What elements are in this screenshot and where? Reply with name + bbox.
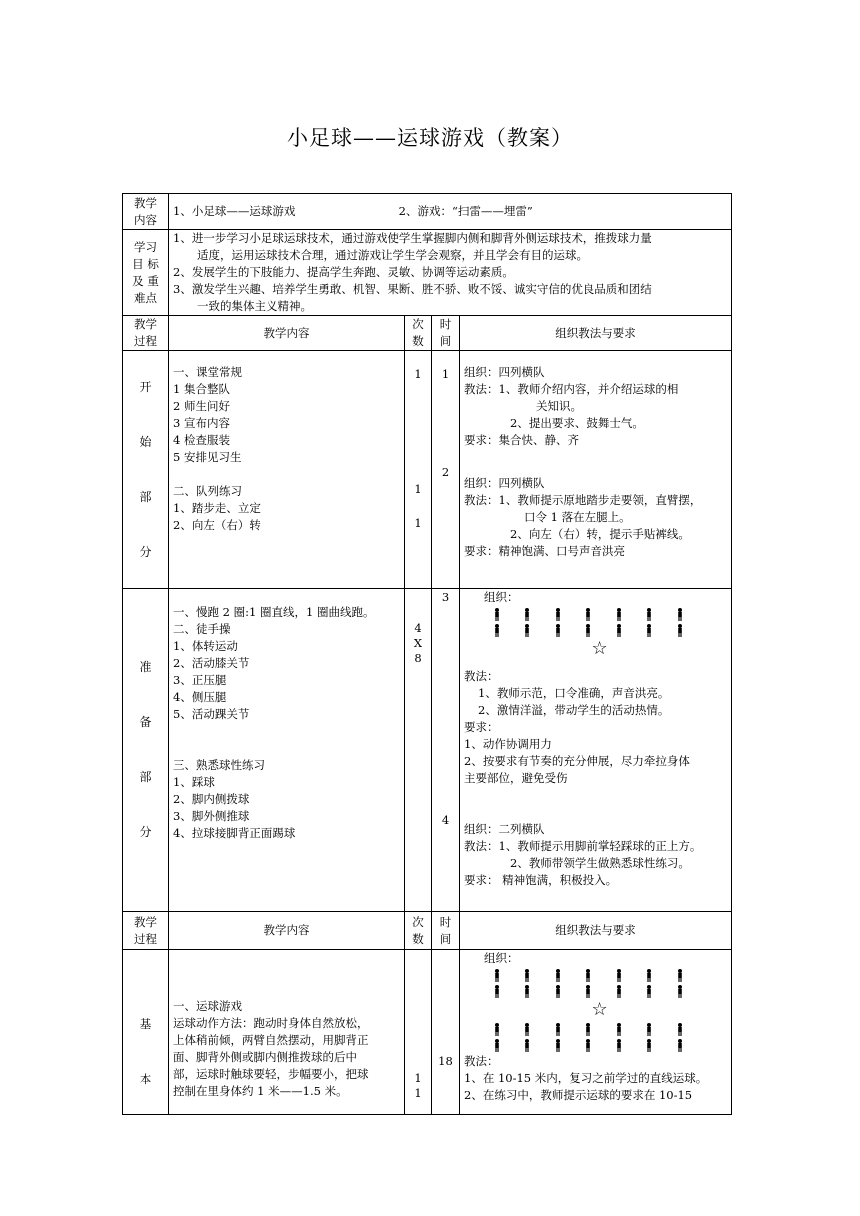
basic-section-time: 18 (432, 950, 460, 1115)
student-figure-icon (677, 985, 683, 998)
column-header-row (123, 316, 732, 351)
student-figure-icon (616, 969, 622, 982)
prep-section-count: 4 X 8 (405, 589, 432, 912)
student-figure-icon (494, 1039, 500, 1052)
student-figure-icon (585, 1023, 591, 1036)
start-section-method: 组织：四列横队 教法：1、教师介绍内容，并介绍运球的相 关知识。 2、提出要求、鼓舞士气。 要求：集合快、静、齐 组织：四列横队 教法：1、教师提示原地踏步走要领，直臂摆， 口令 1 落在左腿上。 2、向左（右）转，提示手贴裤线。 要求：精神饱满、口号声音洪亮 (460, 351, 732, 589)
student-figure-icon (585, 985, 591, 998)
basic-section-content: 一、运球游戏 运球动作方法：跑动时身体自然放松， 上体稍前倾，两臂自然摆动，用脚背正 面、脚背外侧或脚内侧推拨球的后中 部，运球时触球要轻，步幅要小，把球 控制在里身体约 1 米——1.5 米。 (169, 950, 405, 1115)
student-figure-icon (555, 624, 561, 637)
header-time: 时 间 (432, 912, 460, 950)
student-figure-icon (677, 1039, 683, 1052)
student-figure-icon (524, 608, 530, 621)
teacher-star-icon: ☆ (591, 638, 608, 659)
org-label: 组织： (484, 590, 519, 604)
student-figure-icon (646, 624, 652, 637)
formation-row-3 (486, 1021, 727, 1037)
student-figure-icon (616, 1039, 622, 1052)
student-figure-icon (585, 624, 591, 637)
goal-line: 3、激发学生兴趣、培养学生勇敢、机智、果断、胜不骄、败不馁、诚实守信的优良品质和团结 (173, 282, 652, 296)
student-figure-icon (585, 1039, 591, 1052)
goals-label-cell: 学习 目 标 及 重 难点 (123, 230, 169, 316)
student-figure-icon (646, 608, 652, 621)
start-section-time: 1 2 (432, 351, 460, 589)
student-figure-icon (494, 1023, 500, 1036)
student-figure-icon (524, 985, 530, 998)
goal-line: 2、发展学生的下肢能力、提高学生奔跑、灵敏、协调等运动素质。 (173, 265, 514, 279)
basic-section-row (123, 950, 732, 1115)
basic-section-method: 组织： ☆ 教法： 1、在 10-15 米内，复习之前学过的直线运球。 2、在练习中，教师提示运球的要求在 10-15 (460, 950, 732, 1115)
goal-line: 一致的集体主义精神。 (197, 299, 312, 313)
content-row (123, 194, 732, 230)
prep-section-label: 准 备 部 分 (123, 589, 169, 912)
start-section-content: 一、课堂常规 1 集合整队 2 师生问好 3 宣布内容 4 检查服装 5 安排见习生 二、队列练习 1、踏步走、立定 2、向左（右）转 (169, 351, 405, 589)
goals-cell (169, 230, 732, 316)
teacher-star-icon: ☆ (591, 999, 608, 1020)
org-label: 组织： (484, 951, 519, 965)
student-figure-icon (555, 1039, 561, 1052)
student-figure-icon (616, 985, 622, 998)
start-section-row (123, 351, 732, 589)
prep-section-time: 3 4 (432, 589, 460, 912)
student-figure-icon (524, 1039, 530, 1052)
student-figure-icon (555, 969, 561, 982)
student-figure-icon (677, 1023, 683, 1036)
student-figure-icon (524, 969, 530, 982)
prep-section-method: 组织： ☆ 教法： 1、教师示范，口令准确，声音洪亮。 2、激情洋溢，带动学生的活动热情。 要求： 1、动作协调用力 2、按要求有节奏的充分伸展，尽力牵拉身体 主要部位，避免受伤 组织：二列横队 教法：1、教师提示用脚前掌轻踩球的正上方。 2、教师带领学生做熟悉球性练习。 要求： 精神饱满，积极投入。 (460, 589, 732, 912)
content-label-cell: 教学 内容 (123, 194, 169, 230)
header-process: 教学 过程 (123, 912, 169, 950)
goal-line: 适度，运用运球技术合理，通过游戏让学生学会观察，并且学会有目的运球。 (197, 248, 588, 262)
student-figure-icon (616, 1023, 622, 1036)
header-method: 组织教法与要求 (460, 912, 732, 950)
student-figure-icon (555, 1023, 561, 1036)
header-time: 时 间 (432, 316, 460, 351)
student-figure-icon (524, 624, 530, 637)
student-figure-icon (524, 1023, 530, 1036)
formation-row-2 (486, 622, 727, 638)
formation-row-1 (486, 967, 727, 983)
basic-section-label: 基 本 (123, 950, 169, 1115)
student-figure-icon (494, 624, 500, 637)
student-figure-icon (616, 608, 622, 621)
header-method: 组织教法与要求 (460, 316, 732, 351)
content-item-1: 1、小足球——运球游戏 (173, 204, 296, 218)
basic-section-count: 1 1 (405, 950, 432, 1115)
student-figure-icon (494, 608, 500, 621)
student-figure-icon (677, 969, 683, 982)
student-figure-icon (494, 969, 500, 982)
student-figure-icon (646, 1039, 652, 1052)
header-count: 次 数 (405, 316, 432, 351)
header-process: 教学 过程 (123, 316, 169, 351)
student-figure-icon (646, 969, 652, 982)
student-figure-icon (494, 985, 500, 998)
student-figure-icon (677, 608, 683, 621)
start-section-label: 开 始 部 分 (123, 351, 169, 589)
start-section-count: 1 1 1 (405, 351, 432, 589)
goal-line: 1、进一步学习小足球运球技术，通过游戏使学生掌握脚内侧和脚背外侧运球技术，推拨球力量 (173, 231, 652, 245)
student-figure-icon (646, 1023, 652, 1036)
student-figure-icon (585, 608, 591, 621)
student-figure-icon (646, 985, 652, 998)
formation-row-4 (486, 1037, 727, 1053)
student-figure-icon (616, 624, 622, 637)
student-figure-icon (677, 624, 683, 637)
document-title: 小足球——运球游戏（教案） (287, 126, 573, 150)
header-content: 教学内容 (169, 316, 405, 351)
header-content: 教学内容 (169, 912, 405, 950)
header-count: 次 数 (405, 912, 432, 950)
student-figure-icon (555, 985, 561, 998)
prep-section-row (123, 589, 732, 912)
column-header-row (123, 912, 732, 950)
formation-row-1 (486, 606, 727, 622)
prep-section-content: 一、慢跑 2 圈:1 圈直线，1 圈曲线跑。 二、徒手操 1、体转运动 2、活动膝关节 3、正压腿 4、侧压腿 5、活动踝关节 三、熟悉球性练习 1、踩球 2、脚内侧拨球 3、脚外侧推球 4、拉球接脚背正面踢球 (169, 589, 405, 912)
student-figure-icon (555, 608, 561, 621)
lesson-plan-table (122, 193, 732, 1115)
student-figure-icon (585, 969, 591, 982)
formation-row-2 (486, 983, 727, 999)
goals-row (123, 230, 732, 316)
content-value-cell (169, 194, 732, 230)
content-item-2: 2、游戏：“扫雷——埋雷” (398, 204, 533, 218)
